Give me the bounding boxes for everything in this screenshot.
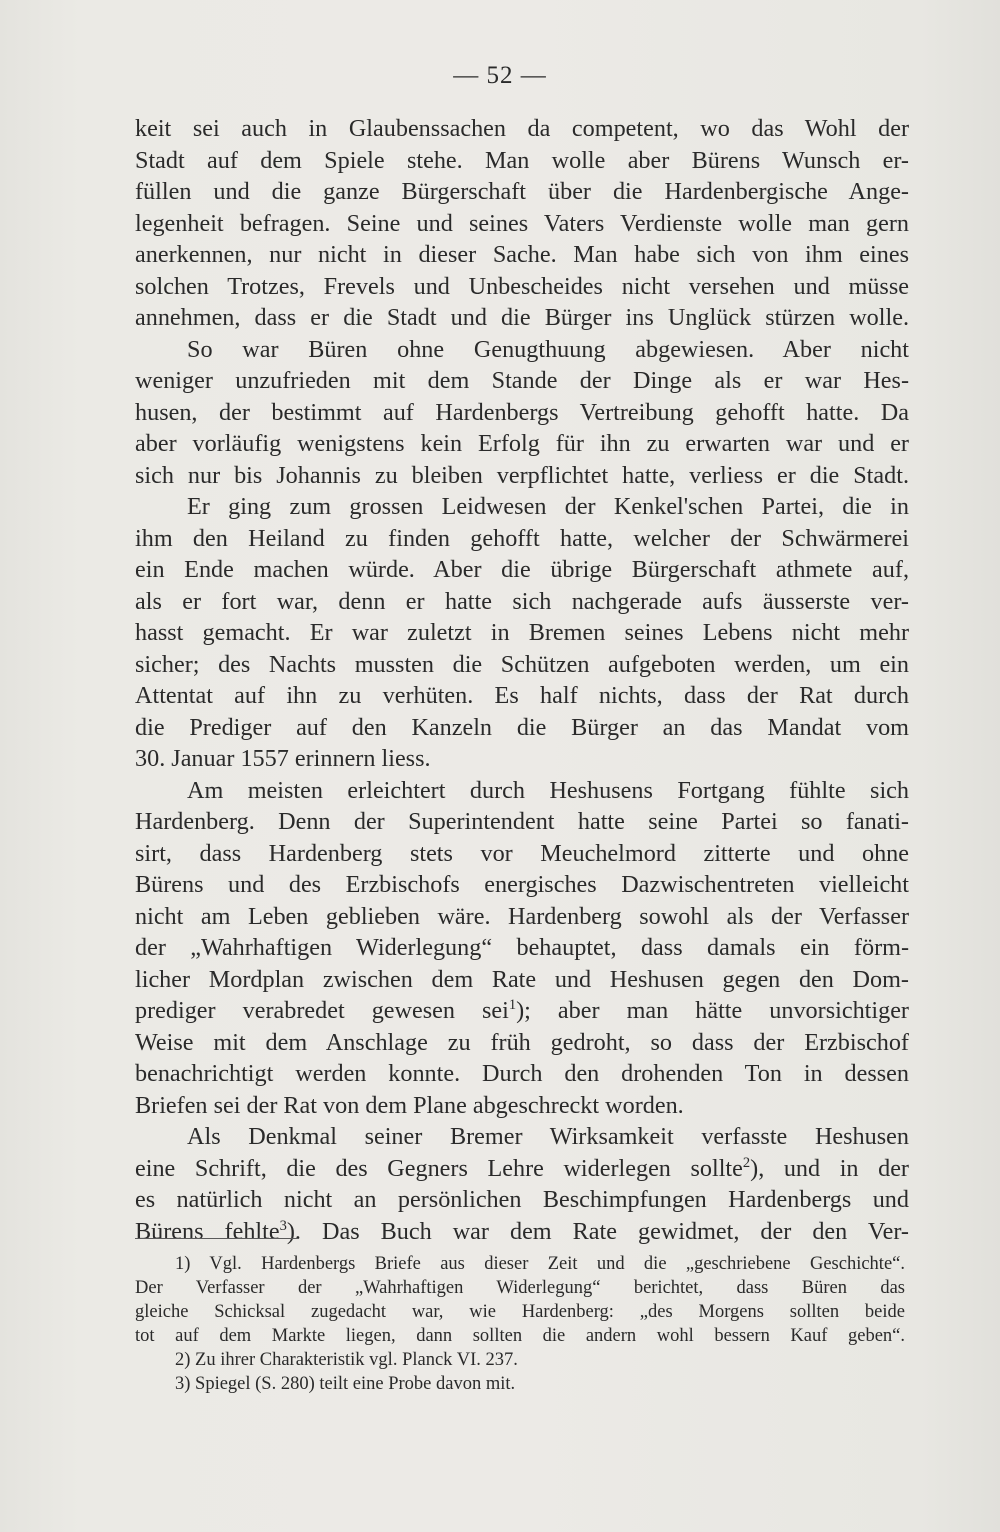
text-line: ihm den Heiland zu finden gehofft hatte, welcher der Schwärmerei — [135, 524, 909, 552]
text-line: husen, der bestimmt auf Hardenbergs Vertreibung gehofft hatte. Da — [135, 398, 909, 426]
text-line: nicht am Leben geblieben wäre. Hardenberg sowohl als der Verfasser — [135, 902, 909, 930]
text-line: legenheit befragen. Seine und seines Vaters Verdienste wolle man gern — [135, 209, 909, 237]
text-line: Briefen sei der Rat von dem Plane abgeschreckt worden. — [135, 1091, 684, 1119]
text-line: der „Wahrhaftigen Widerlegung“ behauptet, dass damals ein förm- — [135, 934, 909, 961]
text-line — [135, 1216, 909, 1248]
text-line: annehmen, dass er die Stadt und die Bürger ins Unglück stürzen wolle. — [135, 304, 909, 331]
text-line: weniger unzufrieden mit dem Stande der Dinge als er war Hes- — [135, 367, 909, 394]
text-line: ein Ende machen würde. Aber die übrige Bürgerschaft athmete auf, — [135, 556, 909, 583]
text-line: 30. Januar 1557 erinnern liess. — [135, 745, 431, 772]
footnote-1-cont: tot auf dem Markte liegen, dann sollten die andern wohl bessern Kauf geben“. — [135, 1326, 905, 1346]
text-line — [135, 1153, 909, 1185]
text-line: solchen Trotzes, Frevels und Unbescheides nicht versehen und müsse — [135, 272, 909, 300]
text-line: füllen und die ganze Bürgerschaft über die Hardenbergische Ange- — [135, 178, 909, 205]
text-line: als er fort war, denn er hatte sich nachgerade aufs äusserste ver- — [135, 587, 909, 615]
text-line: Attentat auf ihn zu verhüten. Es half nichts, dass der Rat durch — [135, 682, 909, 709]
text-line: sirt, dass Hardenberg stets vor Meuchelmord zitterte und ohne — [135, 839, 909, 867]
text-fragment: prediger verabredet gewesen sei — [135, 997, 509, 1024]
text-line: Hardenberg. Denn der Superintendent hatte seine Partei so fanati- — [135, 808, 909, 835]
main-text — [135, 113, 909, 1247]
page-number: — 52 — — [453, 62, 547, 89]
footnotes — [135, 1252, 905, 1396]
text-line: So war Büren ohne Genugthuung abgewiesen. Aber nicht — [187, 335, 909, 363]
text-fragment: ); aber man hätte unvorsichtiger — [516, 997, 909, 1024]
footnote-ref[interactable]: 3 — [279, 1217, 287, 1234]
footnote-3: 3) Spiegel (S. 280) teilt eine Probe davon mit. — [175, 1374, 516, 1394]
text-fragment: ). Das Buch war dem Rate gewidmet, der den Ver- — [286, 1217, 909, 1245]
footnote-divider — [135, 1238, 299, 1239]
text-line: Bürens und des Erzbischofs energisches Dazwischentreten vielleicht — [135, 871, 909, 898]
footnote-1-cont: Der Verfasser der „Wahrhaftigen Widerlegung“ berichtet, dass Büren das — [135, 1278, 905, 1298]
text-line: licher Mordplan zwischen dem Rate und Heshusen gegen den Dom- — [135, 965, 909, 993]
text-line: anerkennen, nur nicht in dieser Sache. Man habe sich von ihm eines — [135, 241, 909, 268]
text-line: keit sei auch in Glaubenssachen da competent, wo das Wohl der — [135, 115, 909, 142]
text-line: aber vorläufig wenigstens kein Erfolg für ihn zu erwarten war und er — [135, 430, 909, 457]
footnote-1: 1) Vgl. Hardenbergs Briefe aus dieser Zeit und die „geschriebene Geschichte“. — [175, 1254, 905, 1274]
text-line: es natürlich nicht an persönlichen Beschimpfungen Hardenbergs und — [135, 1186, 909, 1213]
text-line: hasst gemacht. Er war zuletzt in Bremen seines Lebens nicht mehr — [135, 619, 909, 646]
footnote-2: 2) Zu ihrer Charakteristik vgl. Planck VI. 237. — [175, 1350, 518, 1370]
text-line: Am meisten erleichtert durch Heshusens Fortgang fühlte sich — [187, 776, 909, 804]
text-fragment: ), und in der — [750, 1154, 909, 1182]
text-fragment: Bürens fehlte — [135, 1217, 280, 1245]
text-line — [135, 995, 909, 1027]
text-line: Er ging zum grossen Leidwesen der Kenkel'schen Partei, die in — [187, 493, 909, 520]
text-line: Weise mit dem Anschlage zu früh gedroht, so dass der Erzbischof — [135, 1028, 909, 1056]
footnote-ref[interactable]: 1 — [508, 996, 517, 1013]
text-line: benachrichtigt werden konnte. Durch den drohenden Ton in dessen — [135, 1060, 909, 1087]
footnote-ref[interactable]: 2 — [742, 1154, 751, 1171]
footnote-1-cont: gleiche Schicksal zugedacht war, wie Hardenberg: „des Morgens sollten beide — [135, 1302, 905, 1322]
text-line: Als Denkmal seiner Bremer Wirksamkeit verfasste Heshusen — [187, 1123, 909, 1150]
text-line: Stadt auf dem Spiele stehe. Man wolle aber Bürens Wunsch er- — [135, 146, 909, 174]
text-line: die Prediger auf den Kanzeln die Bürger an das Mandat vom — [135, 713, 909, 741]
text-line: sicher; des Nachts mussten die Schützen aufgeboten werden, um ein — [135, 650, 909, 678]
text-fragment: eine Schrift, die des Gegners Lehre widerlegen sollte — [135, 1154, 743, 1182]
text-line: sich nur bis Johannis zu bleiben verpflichtet hatte, verliess er die Stadt. — [135, 461, 909, 489]
